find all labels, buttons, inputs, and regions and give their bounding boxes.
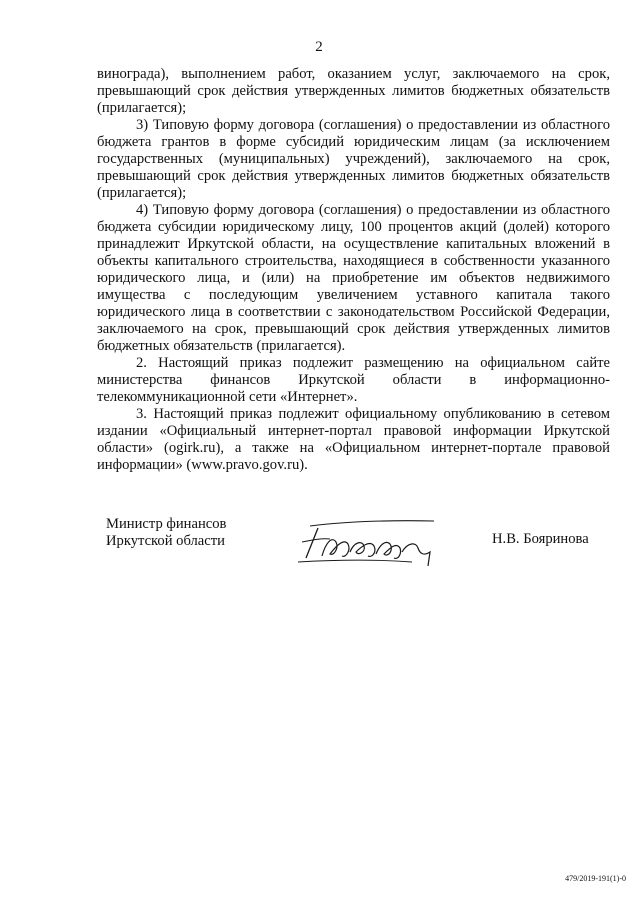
paragraph-clause-3: 3. Настоящий приказ подлежит официальному опубликованию в сетевом издании «Официальный интернет-портал правовой информации Иркутской области» (ogirk.ru), а также на «Официальном интернет-портале правовой информации» (www.pravo.gov.ru). <box>97 406 610 473</box>
paragraph-item-3: 3) Типовую форму договора (соглашения) о предоставлении из областного бюджета грантов в форме субсидий юридическим лицам (за исключением государственных (муниципальных) учреждений), заключаемого на срок, превышающий срок действия утвержденных лимитов бюджетных обязательств (прилагается); <box>97 117 610 201</box>
position-line-2: Иркутской области <box>106 533 225 549</box>
paragraph-continuation: винограда), выполнением работ, оказанием услуг, заключаемого на срок, превышающий срок действия утвержденных лимитов бюджетных обязательств (прилагается); <box>97 66 610 116</box>
document-code: 479/2019-191(1)-0 <box>565 874 626 883</box>
position-line-1: Министр финансов <box>106 516 227 532</box>
paragraph-item-4: 4) Типовую форму договора (соглашения) о предоставлении из областного бюджета субсидии юридическому лицу, 100 процентов акций (долей) которого принадлежит Иркутской области, на осуществление капитальных вложений в объекты капитального строительства, находящиеся в собственности указанного юридического лица, и (или) на приобретение им объектов недвижимого имущества с последующим увеличением уставного капитала такого юридического лица в соответствии с законодательством Российской Федерации, заключаемого на срок, превышающий срок действия утвержденных лимитов бюджетных обязательств (прилагается). <box>97 202 610 354</box>
signer-name: Н.В. Бояринова <box>492 531 589 547</box>
handwritten-signature <box>292 512 442 570</box>
signatory-position <box>106 516 226 550</box>
document-body <box>97 66 610 474</box>
paragraph-clause-2: 2. Настоящий приказ подлежит размещению на официальном сайте министерства финансов Иркутской области в информационно-телекоммуникационной сети «Интернет». <box>97 355 610 405</box>
page-number: 2 <box>315 39 323 55</box>
